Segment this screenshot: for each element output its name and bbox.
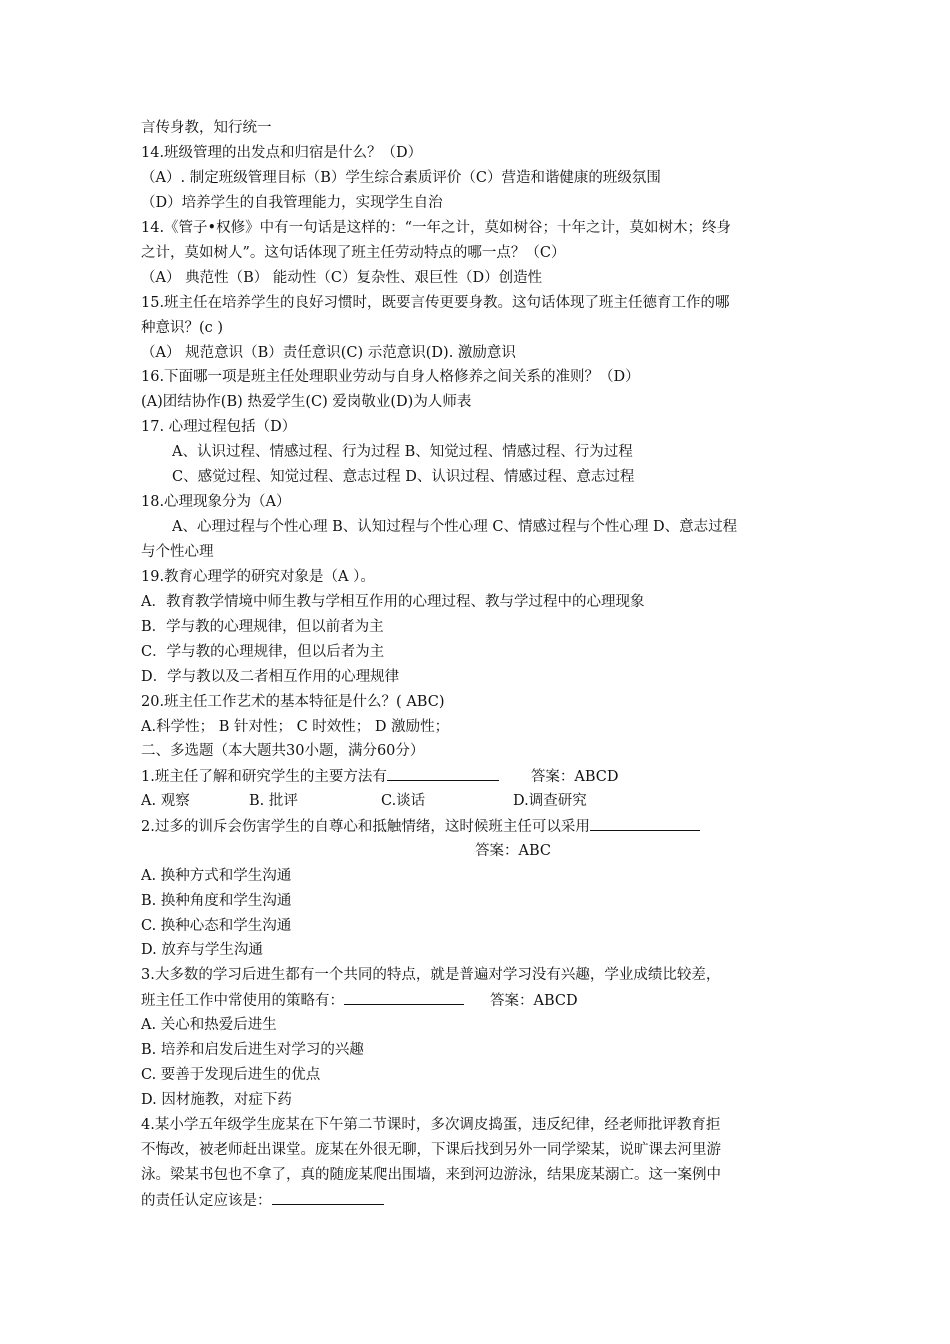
- option-c: C.谈话: [381, 793, 426, 809]
- answer-blank: [272, 1190, 384, 1205]
- answer-key: 答案：ABCD: [530, 769, 619, 785]
- question-17-options: A、认识过程、情感过程、行为过程 B、知觉过程、情感过程、行为过程: [172, 444, 633, 460]
- question-14b-stem: 之计，莫如树人”。这句话体现了班主任劳动特点的哪一点？（C）: [141, 245, 566, 261]
- mc-question-2-stem: [141, 816, 821, 838]
- section-heading: 二、多选题（本大题共30小题，满分60分）: [141, 743, 425, 759]
- stem-text: 班主任工作中常使用的策略有：: [141, 993, 344, 1009]
- mc-question-1-options: [141, 791, 821, 813]
- question-18-options: A、心理过程与个性心理 B、认知过程与个性心理 C、情感过程与个性心理 D、意志过程: [172, 519, 738, 535]
- option-d: D.调查研究: [513, 793, 587, 809]
- question-16-stem: 16.下面哪一项是班主任处理职业劳动与自身人格修养之间关系的准则？（D）: [141, 369, 640, 385]
- mc-question-3-stem: 3.大多数的学习后进生都有一个共同的特点，就是普遍对学习没有兴趣，学业成绩比较差，: [141, 967, 721, 983]
- question-15-options: （A） 规范意识（B）责任意识(C) 示范意识(D). 激励意识: [141, 345, 516, 361]
- question-20-options: A.科学性； B 针对性； C 时效性； D 激励性；: [141, 719, 450, 735]
- answer-blank: [387, 766, 499, 781]
- option-b: B. 换种角度和学生沟通: [141, 893, 292, 909]
- mc-question-1-stem: [141, 766, 821, 788]
- mc-question-3-stem: [141, 990, 821, 1012]
- answer-blank: [344, 990, 464, 1005]
- stem-text: 1.班主任了解和研究学生的主要方法有: [141, 769, 387, 785]
- question-18-options: 与个性心理: [141, 544, 214, 560]
- stem-text: 的责任认定应该是：: [141, 1193, 272, 1209]
- mc-question-4-stem: 4.某小学五年级学生庞某在下午第二节课时，多次调皮捣蛋，违反纪律，经老师批评教育拒: [141, 1117, 721, 1133]
- question-18-stem: 18.心理现象分为（A）: [141, 494, 291, 510]
- question-14a-options: （D）培养学生的自我管理能力，实现学生自治: [141, 195, 443, 211]
- question-14a-stem: 14.班级管理的出发点和归宿是什么？（D）: [141, 145, 423, 161]
- answer-key: 答案：ABCD: [490, 993, 578, 1009]
- mc-question-4-stem: 泳。梁某书包也不拿了，真的随庞某爬出围墙，来到河边游泳，结果庞某溺亡。这一案例中: [141, 1167, 721, 1183]
- option-c: C. 换种心态和学生沟通: [141, 918, 292, 934]
- question-17-stem: 17. 心理过程包括（D）: [141, 419, 297, 435]
- question-17-options: C、感觉过程、知觉过程、意志过程 D、认识过程、情感过程、意志过程: [172, 469, 635, 485]
- answer-blank: [590, 816, 700, 831]
- question-15-stem: 15.班主任在培养学生的良好习惯时，既要言传更要身教。这句话体现了班主任德育工作的哪: [141, 295, 730, 311]
- question-14b-options: （A） 典范性（B） 能动性（C）复杂性、艰巨性（D）创造性: [141, 270, 543, 286]
- option-c: C. 要善于发现后进生的优点: [141, 1067, 321, 1083]
- option-d: D. 放弃与学生沟通: [141, 942, 263, 958]
- question-20-stem: 20.班主任工作艺术的基本特征是什么？( ABC): [141, 694, 445, 710]
- option-a: A. 换种方式和学生沟通: [141, 868, 292, 884]
- answer-key: 答案：ABC: [475, 843, 551, 859]
- option-b: B. 批评: [249, 793, 298, 809]
- question-19-stem: 19.教育心理学的研究对象是（A ）。: [141, 569, 375, 585]
- question-19-option-a: A．教育教学情境中师生教与学相互作用的心理过程、教与学过程中的心理现象: [141, 594, 645, 610]
- question-19-option-d: D．学与教以及二者相互作用的心理规律: [141, 669, 400, 685]
- text-line: 言传身教，知行统一: [141, 120, 272, 136]
- question-14b-stem: 14.《管子•权修》中有一句话是这样的：“一年之计，莫如树谷；十年之计，莫如树木；终身: [141, 220, 732, 236]
- mc-question-4-stem: [141, 1190, 821, 1212]
- stem-text: 2.过多的训斥会伤害学生的自尊心和抵触情绪，这时候班主任可以采用: [141, 819, 590, 835]
- question-14a-options: （A）. 制定班级管理目标（B）学生综合素质评价（C）营造和谐健康的班级氛围: [141, 170, 661, 186]
- question-19-option-c: C．学与教的心理规律，但以后者为主: [141, 644, 385, 660]
- question-16-options: (A)团结协作(B) 热爱学生(C) 爱岗敬业(D)为人师表: [141, 394, 472, 410]
- option-a: A. 观察: [141, 793, 190, 809]
- option-a: A. 关心和热爱后进生: [141, 1017, 277, 1033]
- option-d: D. 因材施教，对症下药: [141, 1092, 292, 1108]
- question-15-stem: 种意识？(c ): [141, 320, 224, 336]
- option-b: B. 培养和启发后进生对学习的兴趣: [141, 1042, 364, 1058]
- question-19-option-b: B．学与教的心理规律，但以前者为主: [141, 619, 384, 635]
- mc-question-4-stem: 不悔改，被老师赶出课堂。庞某在外很无聊，下课后找到另外一同学梁某，说旷课去河里游: [141, 1142, 721, 1158]
